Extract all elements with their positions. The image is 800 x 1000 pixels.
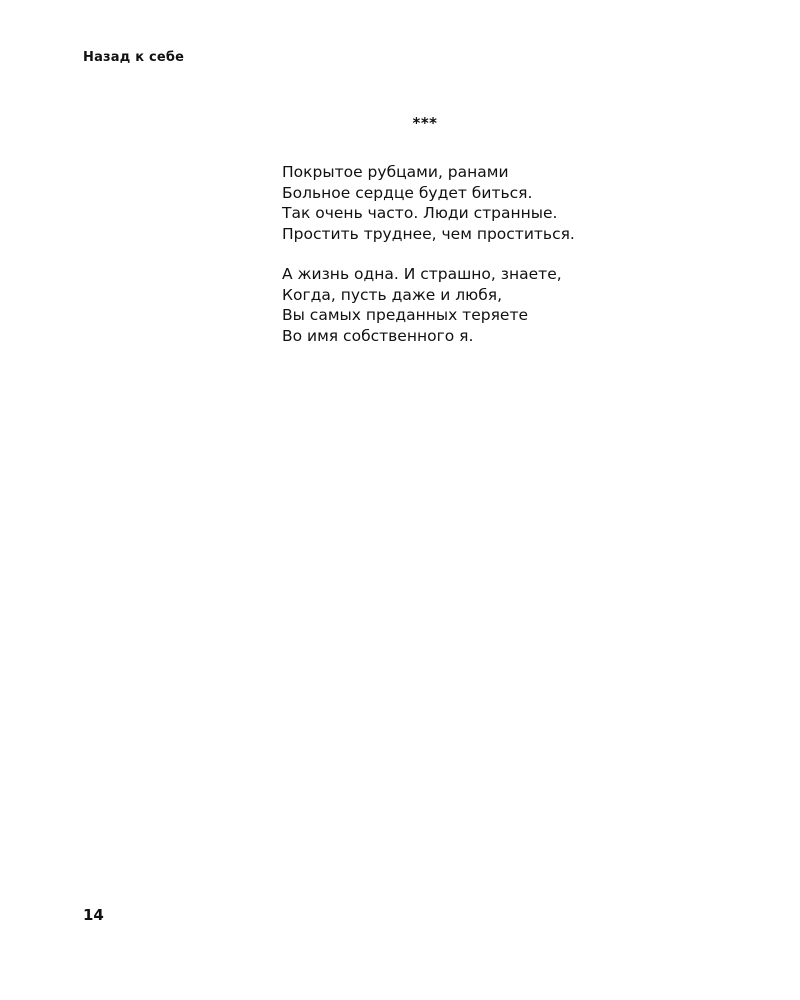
poem-line: Больное сердце будет биться. (282, 183, 533, 202)
poem-line: Покрытое рубцами, ранами (282, 163, 509, 181)
poem-line: Во имя собственного я. (282, 326, 474, 345)
stanza-2 (282, 264, 742, 346)
running-title: Назад к себе (83, 50, 185, 65)
poem-line: А жизнь одна. И страшно, знаете, (282, 265, 562, 283)
section-separator: *** (412, 114, 438, 132)
poem-line: Так очень часто. Люди странные. (282, 204, 558, 222)
poem-line: Вы самых преданных теряете (282, 306, 529, 324)
poem-line: Когда, пусть даже и любя, (282, 285, 503, 304)
poem-line: Простить труднее, чем проститься. (282, 224, 575, 243)
poem (282, 162, 742, 366)
stanza-1 (282, 162, 742, 244)
page-number: 14 (83, 906, 104, 924)
